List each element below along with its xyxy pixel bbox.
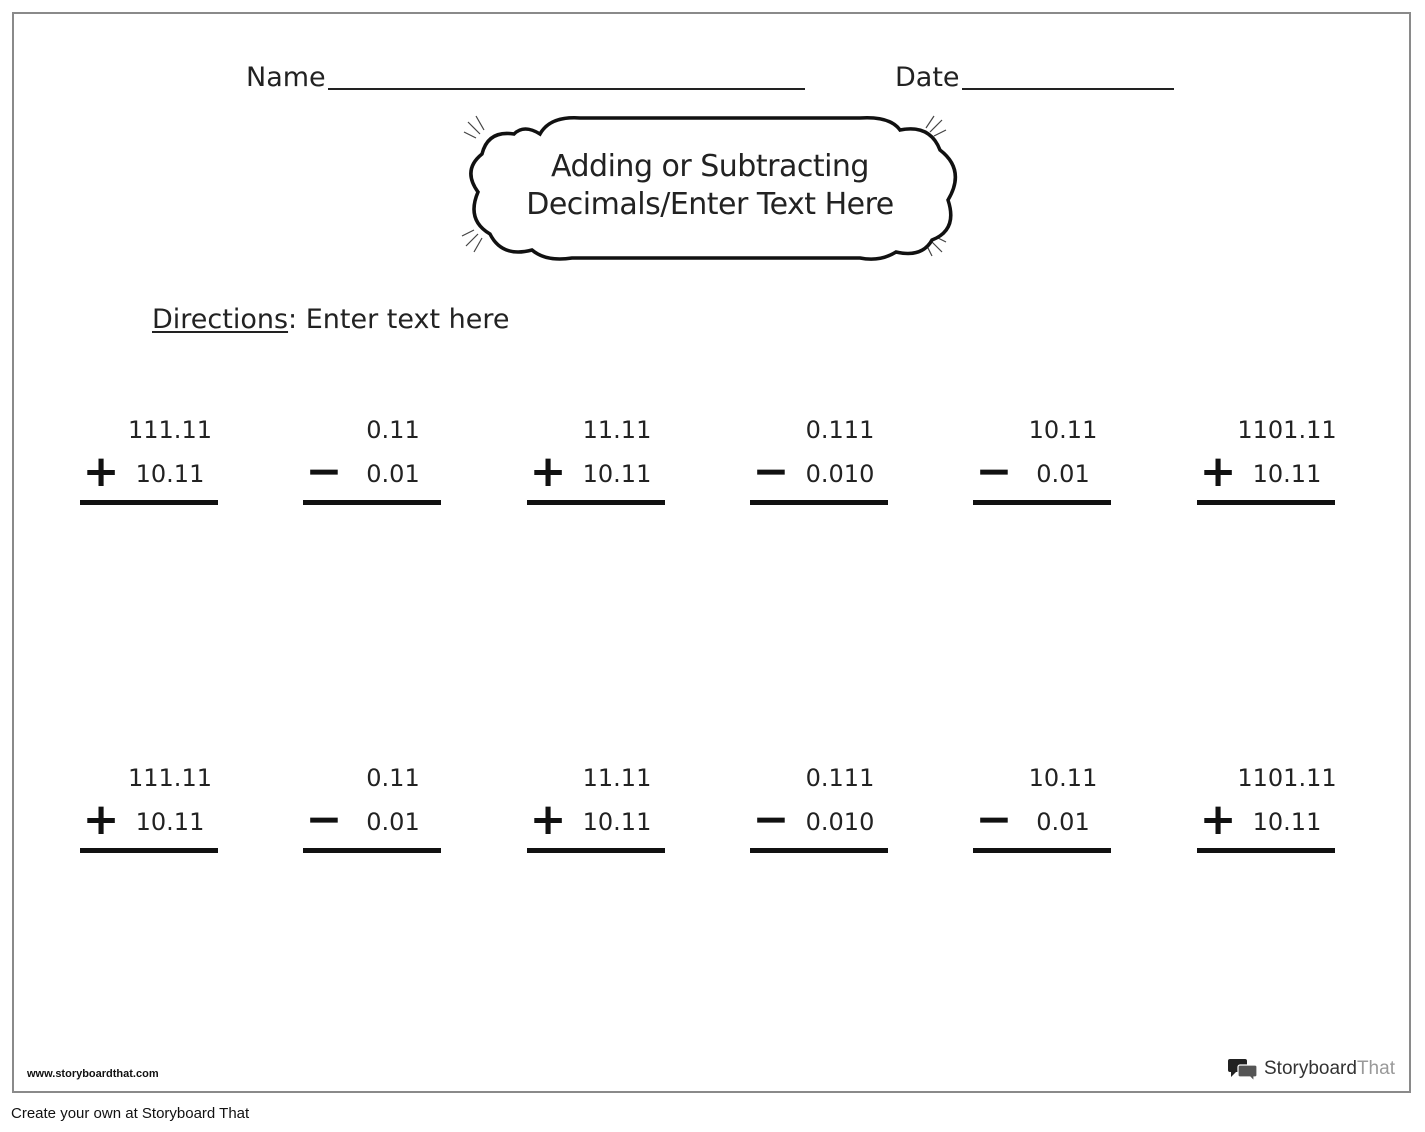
bottom-number: 0.01 — [1036, 808, 1090, 836]
minus-sign: − — [975, 794, 1013, 845]
plus-sign: + — [529, 446, 567, 497]
top-number: 11.11 — [582, 416, 652, 444]
top-number: 1101.11 — [1237, 764, 1337, 792]
problem-r1-c6 — [1197, 416, 1337, 516]
create-your-own-link[interactable]: Create your own at Storyboard That — [11, 1105, 250, 1122]
problem-r2-c1 — [80, 764, 220, 864]
speech-bubbles-icon — [1228, 1056, 1258, 1082]
problem-r2-c4 — [750, 764, 890, 864]
bottom-number: 0.010 — [805, 808, 875, 836]
top-number: 0.11 — [366, 764, 420, 792]
top-number: 11.11 — [582, 764, 652, 792]
answer-line — [1197, 848, 1335, 853]
directions-text: : Enter text here — [288, 304, 510, 335]
date-label: Date — [895, 62, 960, 93]
bottom-number: 0.010 — [805, 460, 875, 488]
title-line-1: Adding or Subtracting — [551, 149, 869, 184]
name-label: Name — [246, 62, 326, 93]
problem-r2-c3 — [527, 764, 667, 864]
answer-line — [750, 848, 888, 853]
top-number: 0.11 — [366, 416, 420, 444]
answer-line — [80, 848, 218, 853]
title-cloud — [460, 112, 970, 266]
bottom-number: 10.11 — [1252, 460, 1322, 488]
top-number: 1101.11 — [1237, 416, 1337, 444]
minus-sign: − — [975, 446, 1013, 497]
site-url[interactable]: www.storyboardthat.com — [27, 1068, 159, 1080]
plus-sign: + — [82, 446, 120, 497]
worksheet-title — [500, 148, 920, 224]
bottom-number: 10.11 — [582, 460, 652, 488]
directions-label: Directions — [152, 304, 289, 335]
bottom-number: 0.01 — [366, 460, 420, 488]
minus-sign: − — [305, 446, 343, 497]
answer-line — [303, 848, 441, 853]
answer-line — [973, 500, 1111, 505]
top-number: 111.11 — [128, 764, 212, 792]
storyboardthat-logo[interactable] — [1228, 1056, 1395, 1082]
answer-line — [973, 848, 1111, 853]
top-number: 10.11 — [1028, 416, 1098, 444]
answer-line — [303, 500, 441, 505]
title-line-2: Decimals/Enter Text Here — [526, 187, 894, 222]
answer-line — [527, 500, 665, 505]
brand-name-part2: That — [1356, 1058, 1395, 1079]
problem-r1-c4 — [750, 416, 890, 516]
directions — [152, 304, 510, 335]
name-line[interactable] — [328, 88, 805, 90]
plus-sign: + — [1199, 794, 1237, 845]
minus-sign: − — [752, 794, 790, 845]
bottom-number: 10.11 — [135, 808, 205, 836]
answer-line — [80, 500, 218, 505]
top-number: 111.11 — [128, 416, 212, 444]
answer-line — [527, 848, 665, 853]
bottom-number: 10.11 — [582, 808, 652, 836]
problem-r1-c5 — [973, 416, 1113, 516]
bottom-number: 10.11 — [1252, 808, 1322, 836]
problem-r1-c2 — [303, 416, 443, 516]
problem-r2-c6 — [1197, 764, 1337, 864]
bottom-number: 0.01 — [366, 808, 420, 836]
plus-sign: + — [1199, 446, 1237, 497]
top-number: 10.11 — [1028, 764, 1098, 792]
problem-r1-c1 — [80, 416, 220, 516]
problem-r2-c2 — [303, 764, 443, 864]
top-number: 0.111 — [805, 764, 875, 792]
problem-r1-c3 — [527, 416, 667, 516]
top-number: 0.111 — [805, 416, 875, 444]
minus-sign: − — [305, 794, 343, 845]
bottom-number: 0.01 — [1036, 460, 1090, 488]
answer-line — [750, 500, 888, 505]
bottom-number: 10.11 — [135, 460, 205, 488]
date-line[interactable] — [962, 88, 1174, 90]
problem-r2-c5 — [973, 764, 1113, 864]
minus-sign: − — [752, 446, 790, 497]
plus-sign: + — [529, 794, 567, 845]
plus-sign: + — [82, 794, 120, 845]
brand-name-part1: Storyboard — [1264, 1058, 1357, 1079]
answer-line — [1197, 500, 1335, 505]
